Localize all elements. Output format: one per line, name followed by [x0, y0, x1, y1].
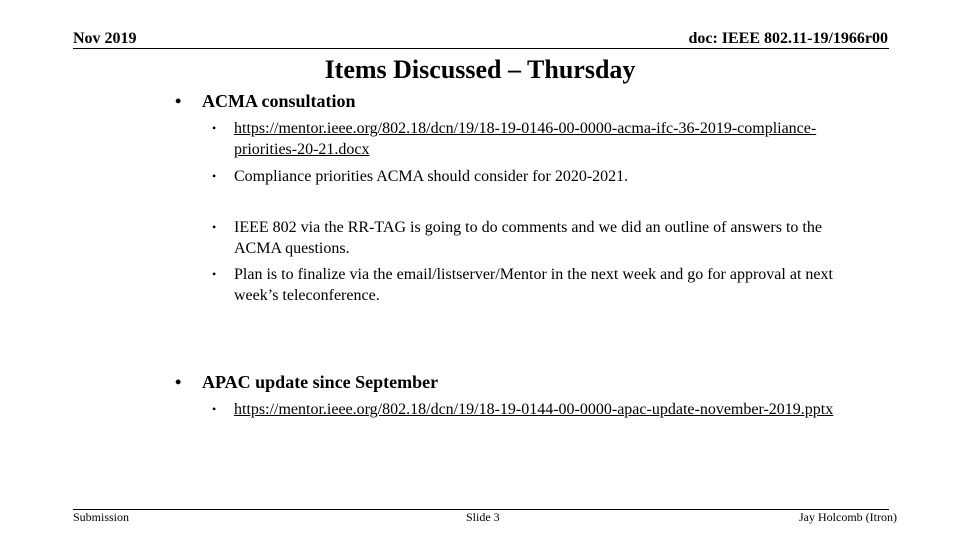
- list-item: [212, 166, 862, 187]
- header-doc-id: doc: IEEE 802.11-19/1966r00: [688, 30, 888, 47]
- bullet-icon: •: [175, 372, 182, 392]
- slide-title: Items Discussed – Thursday: [324, 55, 636, 84]
- list-item-text: Plan is to finalize via the email/listserver/Mentor in the next week and go for approval at next week’s teleconference.: [234, 266, 833, 304]
- footer-author: Jay Holcomb (Itron): [799, 510, 897, 524]
- list-item: [212, 118, 862, 160]
- footer-slide-number: Slide 3: [466, 510, 500, 524]
- bullet-icon: •: [212, 121, 217, 135]
- bullet-icon: •: [212, 267, 217, 281]
- section-heading-label: ACMA consultation: [202, 91, 356, 111]
- footer-submission: Submission: [73, 510, 130, 524]
- acma-doc-link[interactable]: https://mentor.ieee.org/802.18/dcn/19/18-19-0146-00-0000-acma-ifc-36-2019-compliance-priorities-20-21.docx: [234, 120, 817, 158]
- list-item-text: Compliance priorities ACMA should consider for 2020-2021.: [234, 168, 629, 185]
- section-heading-apac: [175, 371, 438, 393]
- bullet-icon: •: [212, 402, 217, 416]
- section-heading-acma: [175, 90, 356, 112]
- bullet-icon: •: [212, 169, 217, 183]
- list-item: [212, 217, 862, 259]
- bullet-icon: •: [175, 91, 182, 111]
- header-date: Nov 2019: [73, 30, 137, 47]
- bullet-icon: •: [212, 220, 217, 234]
- apac-doc-link[interactable]: https://mentor.ieee.org/802.18/dcn/19/18-19-0144-00-0000-apac-update-november-2019.pptx: [234, 401, 834, 418]
- list-item: [212, 264, 862, 306]
- list-item-text: IEEE 802 via the RR-TAG is going to do comments and we did an outline of answers to the ACMA questions.: [234, 219, 822, 257]
- section-heading-label: APAC update since September: [202, 372, 439, 392]
- list-item: [212, 399, 862, 420]
- header-rule: [73, 48, 889, 49]
